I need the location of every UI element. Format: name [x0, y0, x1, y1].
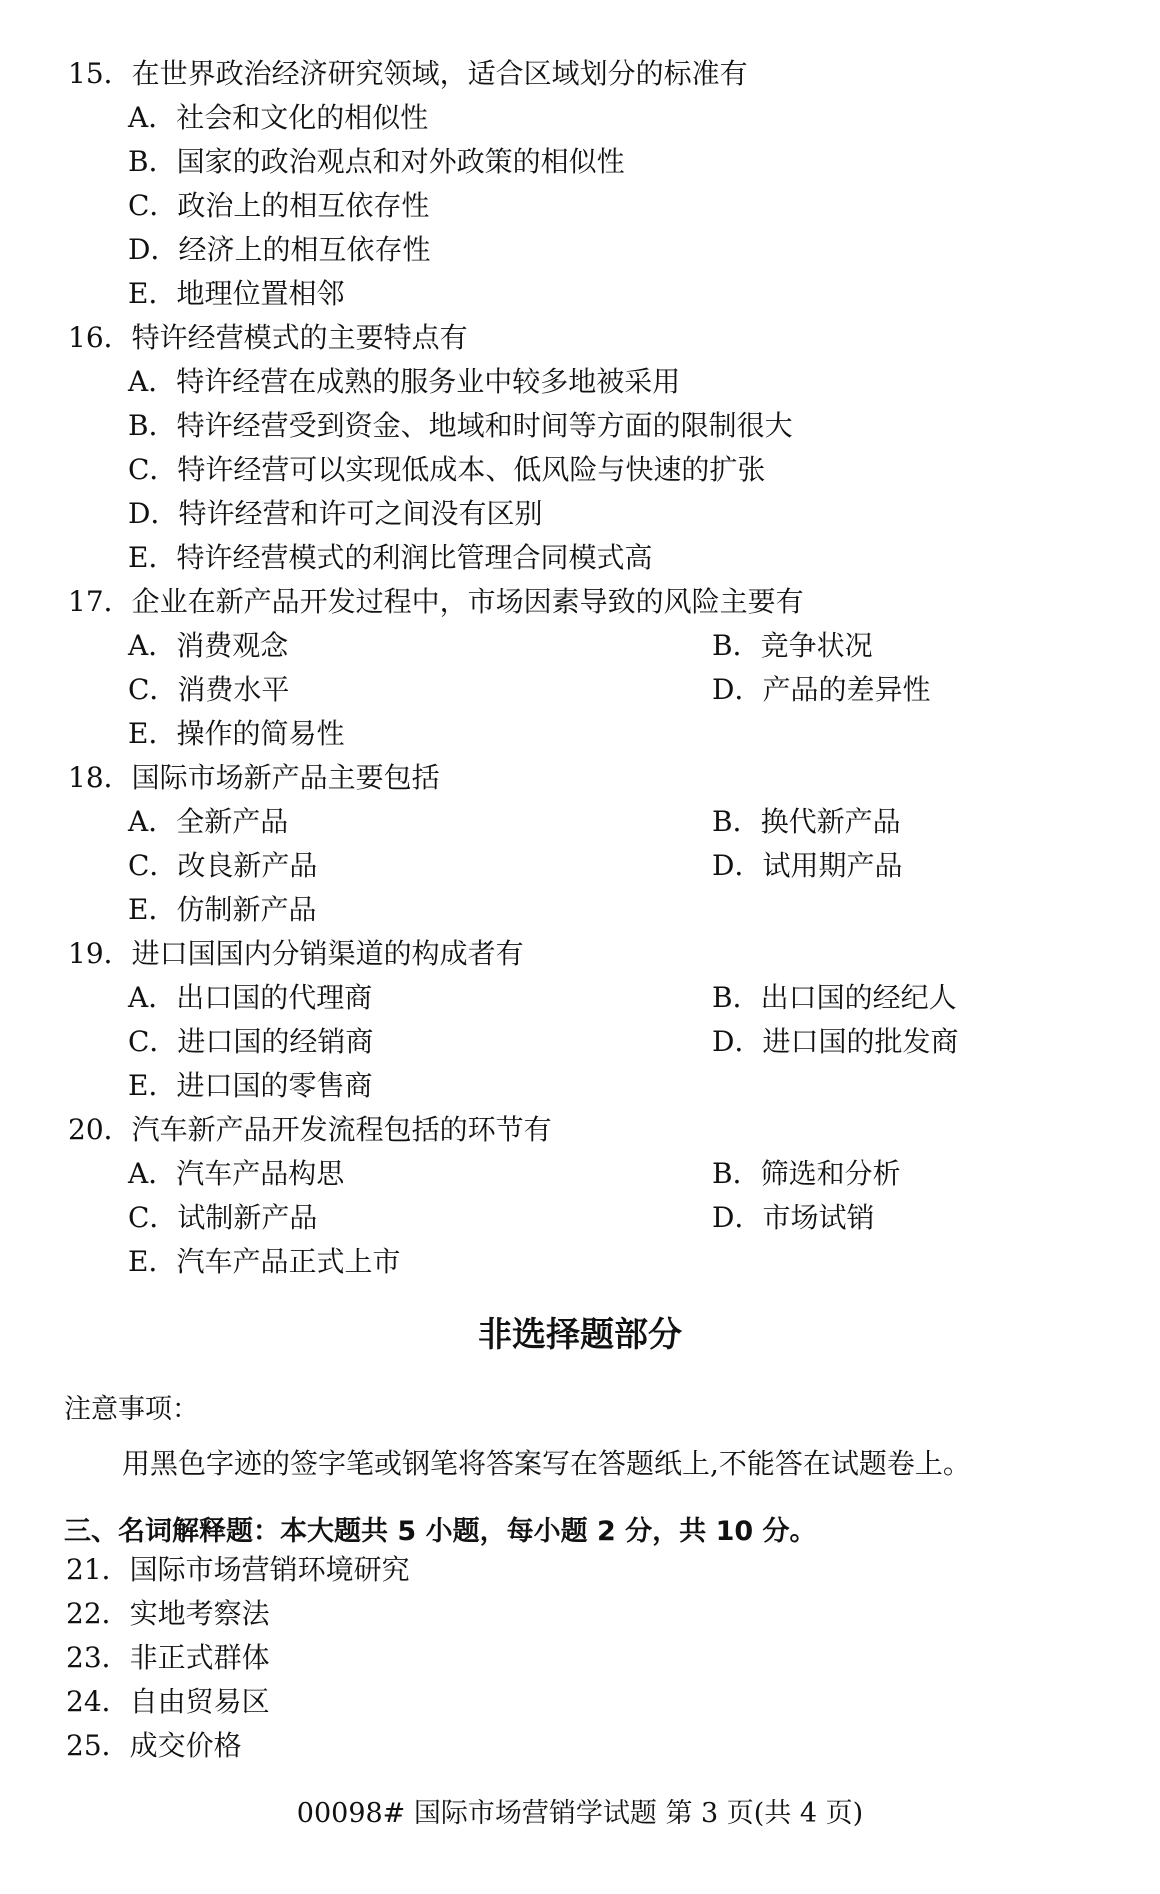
page-footer: 00098# 国际市场营销学试题 第 3 页(共 4 页) — [296, 1798, 864, 1829]
question-16-stem: 16．特许经营模式的主要特点有 — [68, 321, 468, 354]
question-19-option-c: C．进口国的经销商 — [128, 1025, 374, 1058]
question-15-option-a: A．社会和文化的相似性 — [128, 101, 429, 134]
question-16-option-b: B．特许经营受到资金、地域和时间等方面的限制很大 — [128, 409, 793, 442]
term-24: 24．自由贸易区 — [66, 1685, 270, 1718]
term-21: 21．国际市场营销环境研究 — [66, 1553, 410, 1586]
term-23: 23．非正式群体 — [66, 1641, 270, 1674]
question-18-option-c: C．改良新产品 — [128, 849, 318, 882]
question-18-stem: 18．国际市场新产品主要包括 — [68, 761, 440, 794]
question-19-stem: 19．进口国国内分销渠道的构成者有 — [68, 937, 524, 970]
term-22: 22．实地考察法 — [66, 1597, 270, 1630]
question-20-option-d: D．市场试销 — [712, 1201, 875, 1234]
question-15-option-e: E．地理位置相邻 — [128, 277, 345, 310]
question-16-option-d: D．特许经营和许可之间没有区别 — [128, 497, 543, 530]
question-16-option-c: C．特许经营可以实现低成本、低风险与快速的扩张 — [128, 453, 766, 486]
question-18-option-a: A．全新产品 — [128, 805, 289, 838]
question-15-option-c: C．政治上的相互依存性 — [128, 189, 430, 222]
question-15-stem: 15．在世界政治经济研究领域，适合区域划分的标准有 — [68, 57, 748, 90]
question-20-option-a: A．汽车产品构思 — [128, 1157, 345, 1190]
question-15-option-d: D．经济上的相互依存性 — [128, 233, 431, 266]
question-18-option-e: E．仿制新产品 — [128, 893, 317, 926]
question-17-option-e: E．操作的简易性 — [128, 717, 345, 750]
question-16-option-e: E．特许经营模式的利润比管理合同模式高 — [128, 541, 653, 574]
question-17-option-a: A．消费观念 — [128, 629, 289, 662]
term-25: 25．成交价格 — [66, 1729, 242, 1762]
question-18-option-d: D．试用期产品 — [712, 849, 903, 882]
question-15-option-b: B．国家的政治观点和对外政策的相似性 — [128, 145, 625, 178]
question-19-option-b: B．出口国的经纪人 — [712, 981, 957, 1014]
question-17-option-c: C．消费水平 — [128, 673, 290, 706]
section-title: 非选择题部分 — [478, 1315, 682, 1355]
question-19-option-a: A．出口国的代理商 — [128, 981, 373, 1014]
notes-body: 用黑色字迹的签字笔或钢笔将答案写在答题纸上,不能答在试题卷上。 — [122, 1447, 971, 1480]
question-20-option-e: E．汽车产品正式上市 — [128, 1245, 401, 1278]
question-19-option-d: D．进口国的批发商 — [712, 1025, 959, 1058]
question-20-option-b: B．筛选和分析 — [712, 1157, 901, 1190]
question-17-option-b: B．竞争状况 — [712, 629, 873, 662]
question-17-option-d: D．产品的差异性 — [712, 673, 931, 706]
question-18-option-b: B．换代新产品 — [712, 805, 901, 838]
notes-heading: 注意事项： — [64, 1394, 199, 1425]
question-16-option-a: A．特许经营在成熟的服务业中较多地被采用 — [128, 365, 681, 398]
question-19-option-e: E．进口国的零售商 — [128, 1069, 373, 1102]
part-heading: 三、名词解释题：本大题共 5 小题，每小题 2 分，共 10 分。 — [64, 1516, 817, 1547]
question-20-option-c: C．试制新产品 — [128, 1201, 318, 1234]
question-17-stem: 17．企业在新产品开发过程中，市场因素导致的风险主要有 — [68, 585, 804, 618]
question-20-stem: 20．汽车新产品开发流程包括的环节有 — [68, 1113, 552, 1146]
